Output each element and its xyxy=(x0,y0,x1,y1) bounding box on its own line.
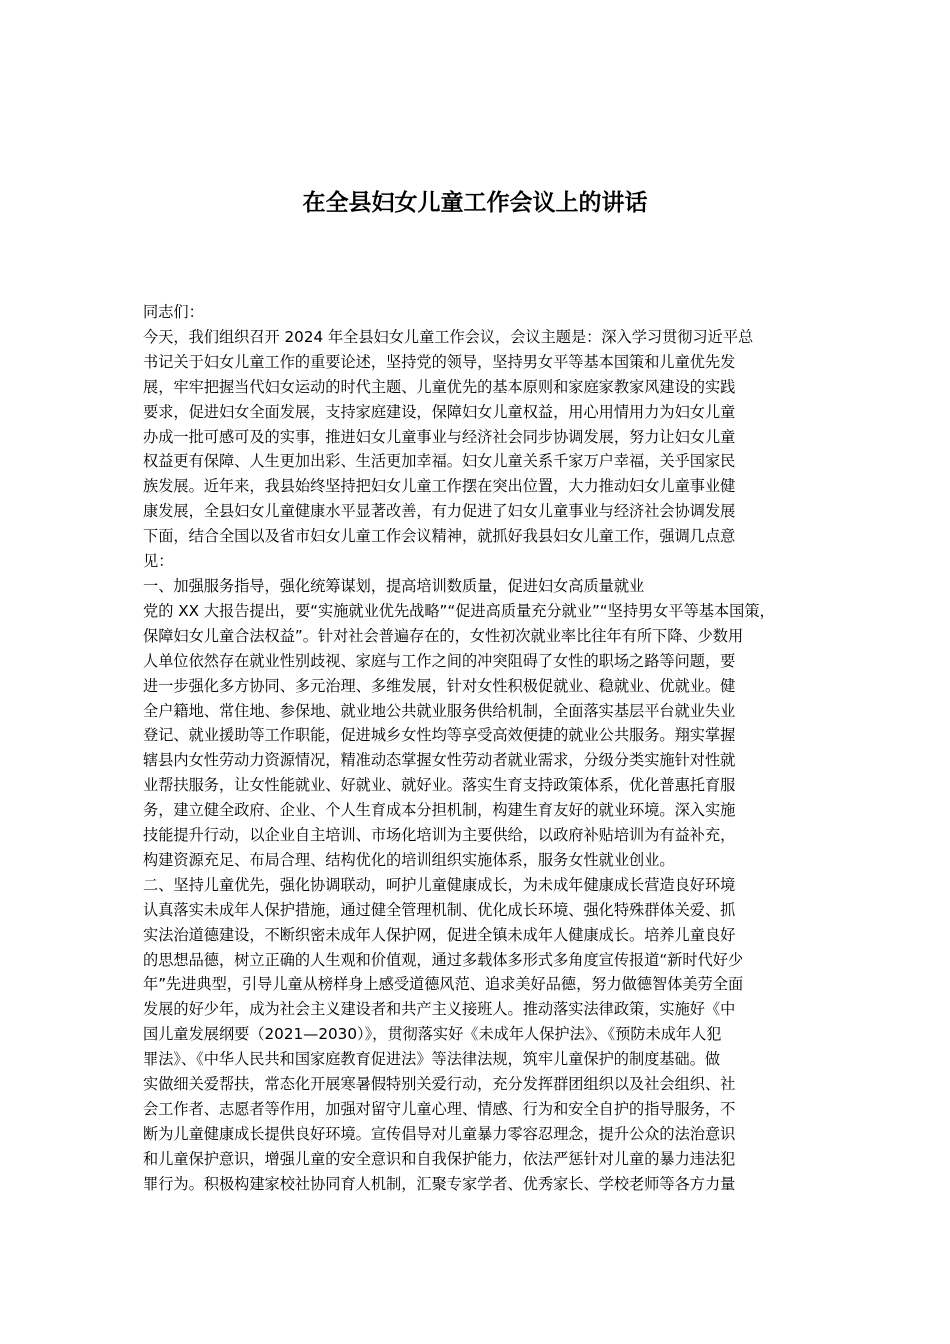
text-line: 年”先进典型，引导儿童从榜样身上感受道德风范、追求美好品德，努力做德智体美劳全面 xyxy=(143,975,744,994)
text-line: 务，建立健全政府、企业、个人生育成本分担机制，构建生育友好的就业环境。深入实施 xyxy=(143,801,736,820)
text-line: 下面，结合全国以及省市妇女儿童工作会议精神，就抓好我县妇女儿童工作，强调几点意 xyxy=(143,527,736,546)
text-line: 构建资源充足、布局合理、结构优化的培训组织实施体系，服务女性就业创业。 xyxy=(143,850,675,869)
text-line: 会工作者、志愿者等作用，加强对留守儿童心理、情感、行为和安全自护的指导服务，不 xyxy=(143,1100,736,1118)
text-line: 断为儿童健康成长提供良好环境。宣传倡导对儿童暴力零容忍理念，提升公众的法治意识 xyxy=(143,1124,736,1143)
text-line: 族发展。近年来，我县始终坚持把妇女儿童工作摆在突出位置，大力推动妇女儿童事业健 xyxy=(143,477,736,496)
text-line: 实法治道德建设，不断织密未成年人保护网，促进全镇未成年人健康成长。培养儿童良好 xyxy=(143,925,736,944)
text-line: 同志们： xyxy=(143,303,204,321)
document-title: 在全县妇女儿童工作会议上的讲话 xyxy=(302,190,648,216)
text-line: 罪行为。积极构建家校社协同育人机制，汇聚专家学者、优秀家长、学校老师等各方力量 xyxy=(143,1174,736,1193)
text-line: 展，牢牢把握当代妇女运动的时代主题、儿童优先的基本原则和家庭家教家风建设的实践 xyxy=(143,377,736,396)
text-line: 办成一批可感可及的实事，推进妇女儿童事业与经济社会同步协调发展，努力让妇女儿童 xyxy=(143,427,736,446)
text-line: 二、坚持儿童优先，强化协调联动，呵护儿童健康成长，为未成年健康成长营造良好环境 xyxy=(143,875,736,894)
text-line: 和儿童保护意识，增强儿童的安全意识和自我保护能力，依法严惩针对儿童的暴力违法犯 xyxy=(143,1149,736,1168)
text-line: 党的 XX 大报告提出，要“实施就业优先战略”“促进高质量充分就业”“坚持男女平等基本国策， xyxy=(143,601,775,620)
text-line: 进一步强化多方协同、多元治理、多维发展，针对女性积极促就业、稳就业、优就业。健 xyxy=(143,676,736,695)
text-line: 全户籍地、常住地、参保地、就业地公共就业服务供给机制，全面落实基层平台就业失业 xyxy=(143,701,736,720)
text-line: 保障妇女儿童合法权益”。针对社会普遍存在的，女性初次就业率比往年有所下降、少数用 xyxy=(143,626,744,645)
text-line: 的思想品德，树立正确的人生观和价值观，通过多载体多形式多角度宣传报道“新时代好少 xyxy=(143,950,744,969)
text-line: 登记、就业援助等工作职能，促进城乡女性均等享受高效便捷的就业公共服务。翔实掌握 xyxy=(143,726,736,745)
text-line: 实做细关爱帮扶，常态化开展寒暑假特别关爱行动，充分发挥群团组织以及社会组织、社 xyxy=(143,1075,736,1094)
text-line: 一、加强服务指导，强化统筹谋划，提高培训数质量，促进妇女高质量就业 xyxy=(143,576,645,595)
text-line: 康发展，全县妇女儿童健康水平显著改善，有力促进了妇女儿童事业与经济社会协调发展 xyxy=(143,502,736,521)
text-line: 书记关于妇女儿童工作的重要论述，坚持党的领导，坚持男女平等基本国策和儿童优先发 xyxy=(143,352,736,371)
text-line: 罪法》、《中华人民共和国家庭教育促进法》等法律法规，筑牢儿童保护的制度基础。做 xyxy=(143,1050,721,1069)
text-line: 国儿童发展纲要（2021—2030）》，贯彻落实好《未成年人保护法》、《预防未成年人犯 xyxy=(143,1025,722,1044)
text-line: 业帮扶服务，让女性能就业、好就业、就好业。落实生育支持政策体系，优化普惠托育服 xyxy=(143,776,736,795)
text-line: 要求，促进妇女全面发展，支持家庭建设，保障妇女儿童权益，用心用情用力为妇女儿童 xyxy=(143,402,736,421)
text-line: 今天，我们组织召开 2024 年全县妇女儿童工作会议，会议主题是：深入学习贯彻习近平总 xyxy=(143,327,754,346)
text-line: 认真落实未成年人保护措施，通过健全管理机制、优化成长环境、强化特殊群体关爱、抓 xyxy=(143,900,736,919)
document-body xyxy=(143,300,808,1197)
text-line: 辖县内女性劳动力资源情况，精准动态掌握女性劳动者就业需求，分级分类实施针对性就 xyxy=(143,751,736,770)
text-line: 人单位依然存在就业性别歧视、家庭与工作之间的冲突阻碍了女性的职场之路等问题，要 xyxy=(143,651,736,670)
text-line: 技能提升行动，以企业自主培训、市场化培训为主要供给，以政府补贴培训为有益补充， xyxy=(143,826,736,845)
text-line: 见： xyxy=(143,552,174,571)
text-line: 权益更有保障、人生更加出彩、生活更加幸福。妇女儿童关系千家万户幸福，关乎国家民 xyxy=(143,452,736,471)
text-line: 发展的好少年，成为社会主义建设者和共产主义接班人。推动落实法律政策，实施好《中 xyxy=(143,1000,736,1019)
